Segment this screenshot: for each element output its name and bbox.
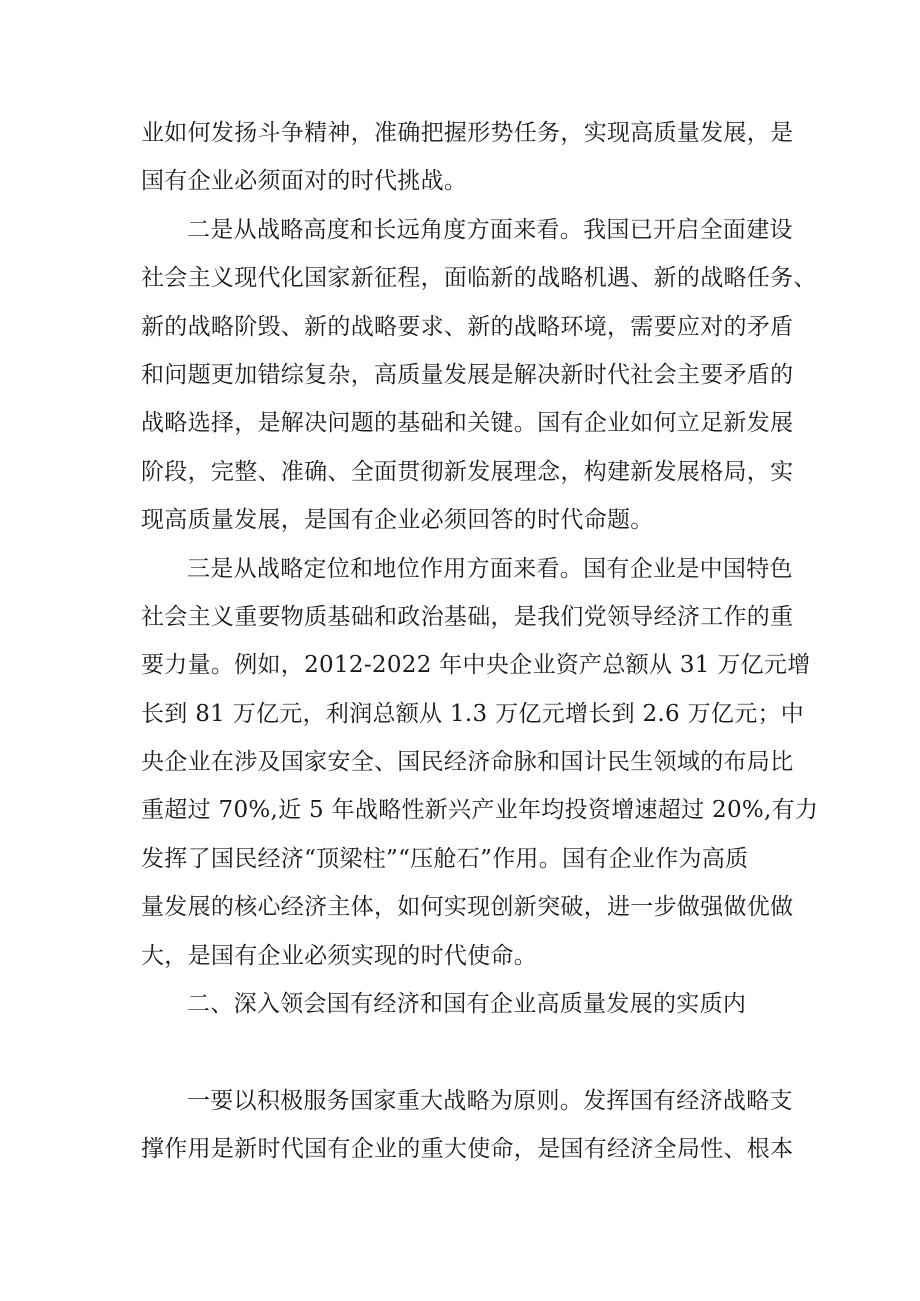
text-line: 央企业在涉及国家安全、国民经济命脉和国计民生领域的布局比 — [141, 749, 794, 776]
paragraph-point-three — [141, 545, 819, 981]
text-line: 社会主义现代化国家新征程，面临新的战略机遇、新的战略任务、 — [141, 265, 817, 292]
text-line: 要力量。例如，2012-2022 年中央企业资产总额从 31 万亿元增 — [141, 652, 811, 679]
text-line: 撑作用是新时代国有企业的重大使命，是国有经济全局性、根本 — [141, 1136, 794, 1163]
text-line: 大，是国有企业必须实现的时代使命。 — [141, 942, 538, 969]
text-line: 阶段，完整、准确、全面贯彻新发展理念，构建新发展格局，实 — [141, 458, 794, 485]
section-heading — [141, 980, 801, 1028]
text-line: 二是从战略高度和长远角度方面来看。我国已开启全面建设 — [187, 216, 793, 243]
text-line: 长到 81 万亿元，利润总额从 1.3 万亿元增长到 2.6 万亿元；中 — [141, 700, 805, 727]
text-line: 业如何发扬斗争精神，准确把握形势任务，实现高质量发展，是 — [141, 120, 794, 146]
blank-line — [141, 1028, 801, 1076]
body-text — [141, 109, 819, 1174]
paragraph-point-one — [141, 1077, 801, 1174]
text-line: 三是从战略定位和地位作用方面来看。国有企业是中国特色 — [187, 555, 793, 582]
text-line: 现高质量发展，是国有企业必须回答的时代命题。 — [141, 507, 654, 534]
text-line: 量发展的核心经济主体，如何实现创新突破，进一步做强做优做 — [141, 894, 794, 921]
text-line: 一要以积极服务国家重大战略为原则。发挥国有经济战略支 — [187, 1087, 793, 1114]
text-line: 战略选择，是解决问题的基础和关键。国有企业如何立足新发展 — [141, 410, 794, 437]
heading-line: 二、深入领会国有经济和国有企业高质量发展的实质内 — [187, 991, 747, 1018]
text-line: 重超过 70%,近 5 年战略性新兴产业年均投资增速超过 20%,有力 — [141, 797, 819, 824]
text-line: 和问题更加错综复杂，高质量发展是解决新时代社会主要矛盾的 — [141, 361, 794, 388]
paragraph-point-two — [141, 206, 817, 545]
paragraph-continuation — [141, 109, 801, 206]
text-line: 新的战略阶毁、新的战略要求、新的战略环境，需要应对的矛盾 — [141, 313, 794, 340]
text-line: 发挥了国民经济“顶梁柱”“压舱石”作用。国有企业作为高质 — [141, 845, 749, 872]
text-line: 社会主义重要物质基础和政治基础，是我们党领导经济工作的重 — [141, 603, 794, 630]
text-line: 国有企业必须面对的时代挑战。 — [141, 168, 468, 195]
